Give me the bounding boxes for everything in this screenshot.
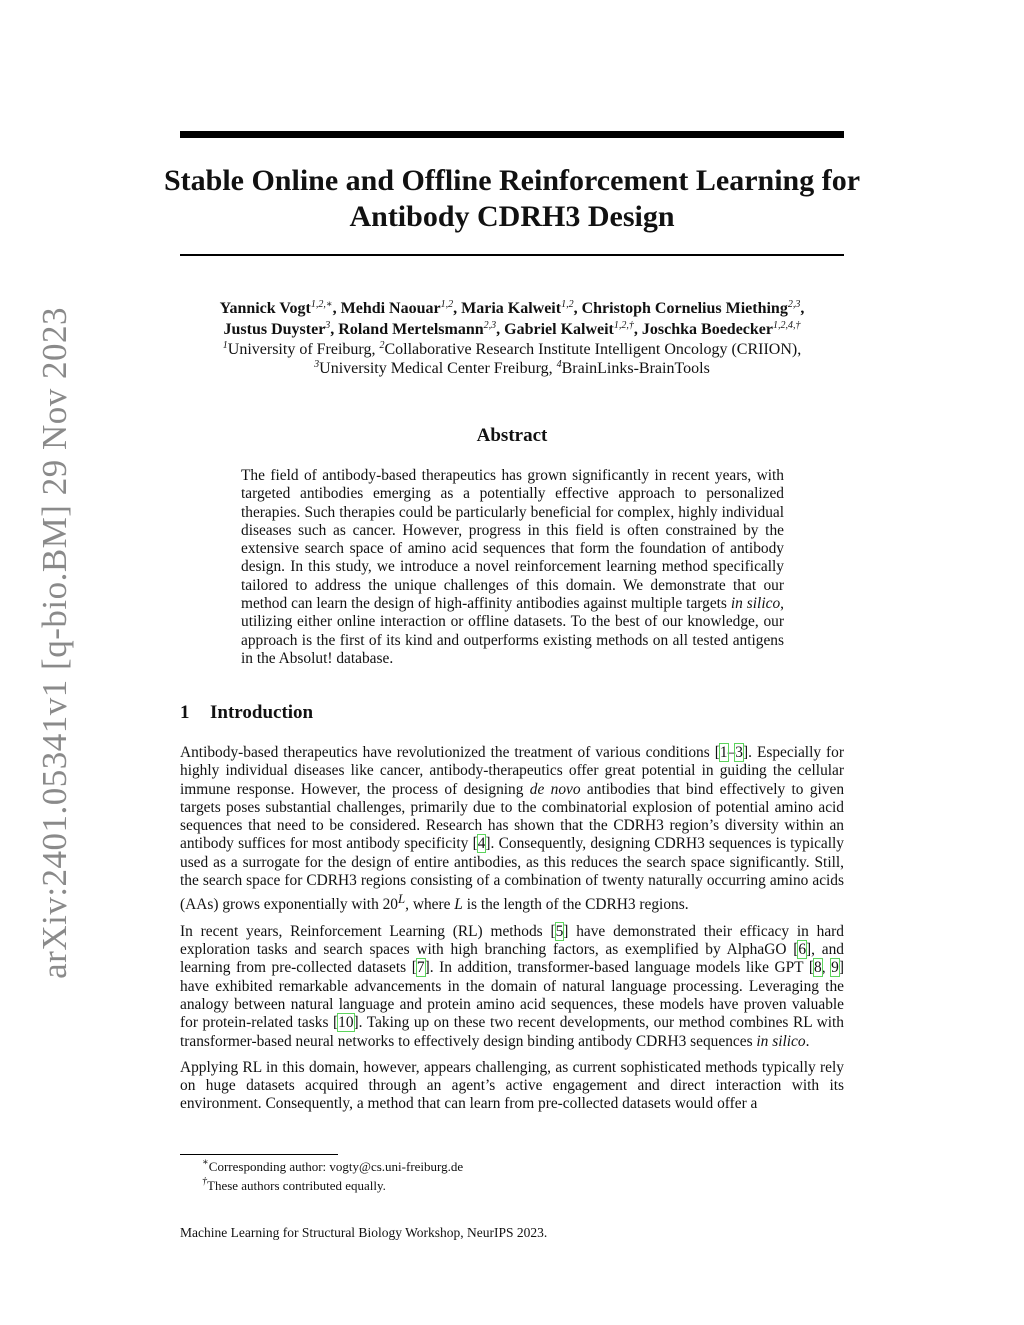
text-run: –: [727, 744, 736, 761]
author-name: Joschka Boedecker: [641, 321, 773, 338]
citation-link[interactable]: 8: [814, 959, 822, 977]
arxiv-stamp: [30, 306, 80, 979]
footnote-mark: †: [202, 1176, 207, 1187]
text-run: ,: [821, 959, 832, 977]
text-run: , where: [405, 896, 455, 914]
citation-link[interactable]: 9: [831, 959, 839, 977]
author-affil-sup: 1,2,†: [613, 320, 634, 331]
citation-link[interactable]: 5: [555, 922, 564, 940]
author-name: Christoph Cornelius Miething: [581, 300, 788, 317]
citation-link[interactable]: 6: [798, 941, 807, 959]
abstract-emphasis: in silico: [730, 595, 781, 613]
section-heading-introduction: [180, 702, 580, 724]
author-name: Mehdi Naouar: [340, 300, 441, 317]
author-affil-sup: 1,2,4,†: [773, 320, 801, 331]
text-run: ]. In addition, transformer-based language models like GPT [: [424, 959, 814, 977]
title-rule-top: [180, 131, 844, 138]
author-affil-sup: 2,3: [787, 299, 801, 310]
footnote-text: Corresponding author: vogty@cs.uni-freiburg.de: [208, 1159, 464, 1174]
affil-sup: 1: [222, 340, 228, 351]
text-run: Antibody-based therapeutics have revolutionized the treatment of various conditions [: [180, 744, 720, 761]
affiliation-text: University of Freiburg,: [227, 341, 380, 358]
title-rule-bottom: [180, 254, 844, 256]
citation-link[interactable]: 3: [735, 744, 743, 761]
footnote-text: These authors contributed equally.: [207, 1178, 386, 1193]
affiliation-text: Collaborative Research Institute Intelligent Oncology (CRIION),: [384, 341, 802, 358]
math-superscript: L: [398, 892, 406, 907]
paper-title: Stable Online and Offline Reinforcement Learning for Antibody CDRH3 Design: [163, 164, 861, 233]
footnote: [180, 1157, 844, 1176]
abstract-part: , utilizing either online interaction or offline datasets. To the best of our knowledge, our approach is the first of its kind and outperforms existing methods on all tested antigens in the Absolut! database.: [241, 595, 784, 667]
paragraph-2: [180, 923, 844, 1051]
author-affil-sup: 1,2,∗: [310, 299, 333, 310]
citation-link[interactable]: 7: [416, 959, 425, 977]
math-variable: L: [454, 896, 463, 914]
footnotes: [180, 1157, 844, 1195]
author-name: Justus Duyster: [223, 321, 326, 338]
paragraph-1: [180, 744, 844, 915]
affil-sup: 2: [379, 340, 385, 351]
author-list: [150, 298, 874, 340]
text-emphasis: in silico: [756, 1032, 806, 1050]
abstract-part: The field of antibody-based therapeutics has grown significantly in recent years, with targeted antibodies emerging as a potentially effective approach to personalized therapies. Such therapies could be particularly beneficial for complex, highly individual diseases such as cancer. However, progress in this field is often constrained by the extensive search space of amino acid sequences that form the foundation of antibody design. In this study, we introduce a novel reinforcement learning method specifically tailored to address the unique challenges of this domain. We demonstrate that our method can learn the design of high-affinity antibodies against multiple targets: [241, 467, 784, 613]
author-affil-sup: 1,2: [561, 299, 574, 310]
section-number: 1: [180, 702, 190, 723]
footnote-mark: ∗: [202, 1157, 209, 1168]
text-run: ]. Especially for highly individual diseases like cancer, antibody-therapeutics offer great potential in guiding the cellular immune response. However, the process of designing: [180, 744, 844, 798]
affiliation-line-2: [150, 359, 874, 378]
citation-link[interactable]: 10: [338, 1014, 354, 1032]
text-emphasis: de novo: [529, 780, 581, 798]
section-title: Introduction: [210, 702, 314, 723]
author-name: Yannick Vogt: [219, 300, 311, 317]
affiliations: [150, 340, 874, 378]
text-run: ] have exhibited remarkable advancements in the domain of natural language processing. Leveraging the analogy between natural language and protein amino acid sequences, these models have proven valuable for protein-related tasks [: [180, 959, 844, 1032]
footnote: [180, 1176, 844, 1195]
paragraph-3: Applying RL in this domain, however, appears challenging, as current sophisticated methods typically rely on huge datasets acquired through an agent’s active engagement and direct interaction with its environment. Consequently, a method that can learn from pre-collected datasets would offer a: [180, 1058, 844, 1113]
affiliation-text: University Medical Center Freiburg,: [319, 360, 557, 377]
citation-link[interactable]: 4: [477, 835, 486, 853]
citation-link[interactable]: 1: [719, 744, 728, 761]
author-name: Gabriel Kalweit: [504, 321, 614, 338]
author-affil-sup: 3: [325, 320, 331, 331]
affil-sup: 3: [314, 359, 320, 370]
text-run: .: [805, 1032, 810, 1050]
abstract-heading: Abstract: [476, 425, 548, 446]
footnote-rule: [180, 1154, 338, 1155]
author-line-1: Yannick Vogt$^{1,2,∗}$, Mehdi Naouar$^{1,2}$, Maria Kalweit$^{1,2}$, Christoph Cornelius Miething$^{2,3}$,: [219, 299, 805, 317]
text-run: ]. Taking up on these two recent developments, our method combines RL with transformer-based neural networks to effectively design binding antibody CDRH3 sequences: [180, 1014, 844, 1050]
author-name: Roland Mertelsmann: [338, 321, 484, 338]
text-run: In recent years, Reinforcement Learning (RL) methods [: [180, 922, 556, 940]
introduction-body: [180, 744, 844, 1122]
text-run: antibodies that bind effectively to given targets poses substantial challenges, primarily due to the combinatorial explosion of potential amino acid sequences that need to be considered. Research has shown that the CDRH3 region’s diversity within an antibody suffices for most antibody specificity [: [180, 780, 845, 853]
venue-footer: Machine Learning for Structural Biology Workshop, NeurIPS 2023.: [180, 1225, 548, 1240]
text-run: ], and learning from pre-collected datasets [: [180, 941, 845, 977]
author-name: Maria Kalweit: [461, 300, 562, 317]
text-run: is the length of the CDRH3 regions.: [462, 896, 689, 914]
affil-sup: 4: [556, 359, 562, 370]
abstract-text: [241, 467, 784, 668]
author-line-2: Justus Duyster$^3$, Roland Mertelsmann$^{2,3}$, Gabriel Kalweit$^{1,2,\dagger}$, Joschka Boedecker$^{1,2,4,\dagger}$: [223, 320, 801, 338]
text-run: ] have demonstrated their efficacy in hard exploration tasks and search spaces with high branching factors, as exemplified by AlphaGO [: [180, 922, 844, 959]
arxiv-stamp-text: arXiv:2401.05341v1 [q-bio.BM] 29 Nov 2023: [35, 306, 74, 979]
text-run: ]. Consequently, designing CDRH3 sequences is typically used as a surrogate for the design of entire antibodies, as this reduces the search space significantly. Still, the search space for CDRH3 regions consisting of a combination of twenty naturally occurring amino acids (AAs) grows exponentially with 20: [180, 835, 844, 914]
affiliation-line-1: [150, 340, 874, 359]
author-affil-sup: 2,3: [483, 320, 497, 331]
affiliation-text: BrainLinks-BrainTools: [561, 360, 710, 377]
author-affil-sup: 1,2: [440, 299, 454, 310]
